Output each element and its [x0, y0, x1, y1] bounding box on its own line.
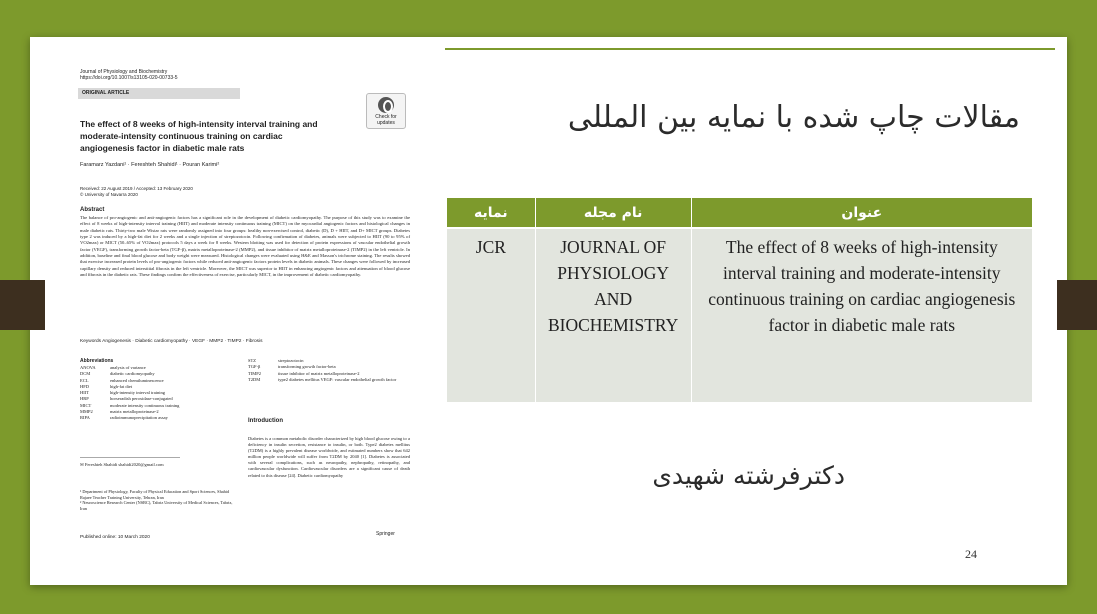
paper-received — [80, 186, 193, 198]
slide-tab-left — [0, 280, 45, 330]
paper-authors: Faramarz Yazdani¹ · Fereshteh Shahidi¹ · Pouran Karimi² — [80, 162, 220, 168]
cell-journal: JOURNAL OF PHYSIOLOGY AND BIOCHEMISTRY — [535, 228, 691, 402]
corresponding-author: ✉ Fereshteh Shahidi shahidi2020@gmail.com — [80, 462, 164, 467]
check-updates-label: Check for updates — [375, 114, 397, 126]
abbr-row: STZ streptozotocin — [248, 358, 304, 363]
abbr-row: MICT moderate intensity continuous training — [80, 402, 180, 408]
abbr-row: DCM diabetic cardiomyopathy — [80, 371, 155, 377]
abbr-row: ANOVA analysis of variance — [80, 365, 146, 370]
table-row — [447, 228, 1032, 402]
header-title: عنوان — [691, 198, 1032, 228]
affiliation-2: ² Neuroscience Research Center (NSRC), Tabriz University of Medical Sciences, Tabriz, Iran — [80, 500, 233, 511]
table-header-row — [447, 198, 1032, 228]
check-for-updates-badge — [366, 93, 406, 129]
paper-section-label: ORIGINAL ARTICLE — [78, 88, 240, 99]
introduction-text: Diabetes is a common metabolic disorder characterized by high blood glucose owing to a deficiency in insulin secretion, resistance to insulin, or both. Type2 diabetes mellitus (T2DM) is a highly prevalent disease worldwide, and estimated numbers show that 642 million people worldwide will suffer from T2DM by 2040 [1]. Diabetes is associated with several complications, such as neuropathy, nephropathy, retinopathy, and cardiovascular dysfunction. Cardiovascular disorders are a significant cause of death related to this disease [24]. Diabetic cardiomyopathy — [248, 436, 410, 478]
introduction-heading: Introduction — [248, 418, 283, 424]
header-index: نمایه — [447, 198, 535, 228]
affiliations — [80, 489, 240, 511]
abbr-row: TGF-β transforming growth factor-beta — [248, 364, 336, 370]
check-updates-icon — [378, 97, 394, 113]
published-online: Published online: 10 March 2020 — [80, 535, 150, 540]
author-name: دکترفرشته شهیدی — [652, 461, 845, 490]
header-journal: نام مجله — [535, 198, 691, 228]
abbr-row: HIIT high-intensity interval training — [80, 390, 165, 396]
paper-dates: Received: 22 August 2019 / Accepted: 13 February 2020 — [80, 186, 193, 191]
paper-journal-name: Journal of Physiology and Biochemistry — [80, 69, 168, 75]
abbr-row: ECL enhanced chemiluminescence — [80, 377, 164, 383]
paper-copyright: © University of Navarra 2020 — [80, 192, 138, 197]
slide-title: مقالات چاپ شده با نمایه بین المللی — [567, 100, 1020, 135]
abbr-row: HFD high-fat diet — [80, 383, 133, 389]
top-accent-line — [445, 48, 1055, 50]
abstract-text: The balance of pro-angiogenic and anti-angiogenic factors has a significant role in the development of diabetic cardiomyopathy. The purpose of this study was to examine the effect of 8 weeks of high-intensity interval training (HIIT) and moderate intensity continuous training (MICT) on the myocardial angiogenic factors and histological changes in male diabetic rats. Thirty-two male Wistar rats were randomly assigned into four groups: healthy non-exercised control, diabetic (D), D + HIIT, and D+ MICT groups. Diabetes type 2 was induced by a high-fat diet for 2 weeks and a single injection of streptozotocin. Following confirmation of diabetes, animals were subjected to HIIT (90 to 95% of VO2max) or MICT (50–65% of VO2max) protocols 5 days a week for 8 weeks. Western blotting was used for detection of protein expressions of vascular endothelial growth factor (VEGF), transforming growth factor-beta (TGF-β), matrix metalloproteinase-2 (MMP2), and tissue inhibitor of matrix metalloproteinase-2 (TIMP2) in the left ventricle. In addition, baseline and final blood glucose and body weight were measured. Histological changes were evaluated using H&E and Masson's trichrome staining. The results showed that exercise increased protein levels of pro-angiogenic factors while reduced anti-angiogenic factors protein levels in diabetic animals. These changes were followed by increased capillary density and reduced interstitial fibrosis in the left ventricle. Moreover, the MICT was superior to HIIT in enhancing angiogenic factors and attenuation of blood glucose and fibrosis in the diabetic rats. These findings confirm the effectiveness of exercise, particularly MICT, in the improvement of diabetic cardiomyopathy. — [80, 215, 410, 278]
keywords: Keywords Angiogenesis · Diabetic cardiomyopathy · VEGF · MMP2 · TIMP2 · Fibrosis — [80, 339, 263, 344]
paper-title: The effect of 8 weeks of high-intensity interval training and moderate-intensity continuous training on cardiac angiogenesis factor in diabetic male rats — [80, 119, 318, 153]
abbr-row: T2DM type2 diabetes mellitus VEGF: vascular endothelial growth factor — [248, 376, 397, 382]
affiliation-1: ¹ Department of Physiology, Faculty of Physical Education and Sport Sciences, Shahid Rajaee Teacher Training University, Tehran, Iran — [80, 489, 230, 500]
paper-first-page-image — [70, 58, 420, 555]
abbreviations-right — [248, 358, 413, 383]
abbreviations-left — [80, 365, 245, 422]
abstract-heading: Abstract — [80, 207, 105, 213]
abbr-row: RIPA radioimmunoprecipitation assay — [80, 415, 168, 421]
footnote-divider — [80, 457, 180, 458]
abbreviations-heading: Abbreviations — [80, 358, 114, 364]
publications-table — [447, 198, 1032, 402]
paper-doi: https://doi.org/10.1007/s13105-020-00733-5 — [80, 75, 178, 81]
cell-index: JCR — [447, 228, 535, 402]
abbr-row: MMP2 matrix metalloproteinase-2 — [80, 409, 159, 415]
cell-title: The effect of 8 weeks of high-intensity interval training and moderate-intensity continuous training on cardiac angiogenesis factor in diabetic male rats — [691, 228, 1032, 402]
slide-tab-right — [1057, 280, 1097, 330]
slide-number: 24 — [965, 547, 977, 561]
abbr-row: TIMP2 tissue inhibitor of matrix metalloproteinase-2 — [248, 370, 360, 376]
abbr-row: HRP horseradish peroxidase-conjugated — [80, 396, 173, 402]
publisher-logo: Springer — [376, 531, 395, 537]
